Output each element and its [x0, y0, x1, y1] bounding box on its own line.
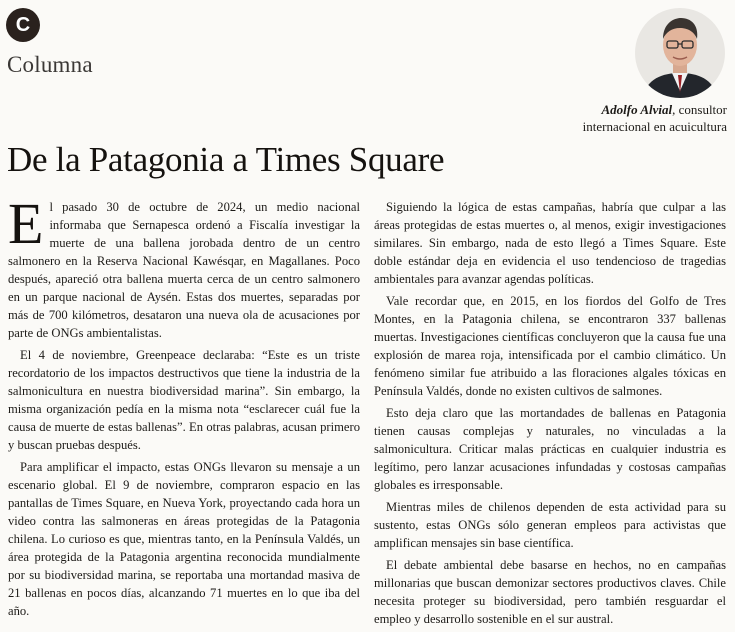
article-title: De la Patagonia a Times Square [7, 140, 445, 179]
article-column-left [8, 191, 360, 624]
author-role-2: internacional en acuicultura [582, 119, 727, 134]
paragraph: Mientras miles de chilenos dependen de esta actividad para su sustento, estas ONGs sólo generan empleos para activistas que amplifican mensajes sin base científica. [374, 500, 726, 550]
drop-cap: E [8, 191, 44, 256]
paragraph: El debate ambiental debe basarse en hechos, no en campañas millonarias que buscan demonizar sectores productivos claves. Chile necesita proteger su biodiversidad, pero también resguardar el empleo y desarrollo sostenible en el sur austral. [374, 558, 726, 626]
paragraph: El 4 de noviembre, Greenpeace declaraba: “Este es un triste recordatorio de los impactos destructivos que tiene la industria de la salmonicultura en nuestra biodiversidad marina”. Sin embargo, la misma organización pedía en la misma nota “esclarecer cuál fue la causa de muerte de estas ballenas”. En otras palabras, acusan primero y buscan pruebas después. [8, 348, 360, 452]
author-byline [467, 101, 727, 135]
paragraph: El pasado 30 de octubre de 2024, un medio nacional informaba que Sernapesca ordenó a Fiscalía investigar la muerte de una ballena jorobada dentro de un centro salmonero en la Reserva Nacional Kawésqar, en Magallanes. Poco después, apareció otra ballena muerta cerca de un centro salmonero en un parque nacional de Aysén. Estas dos muertes, separadas por más de 700 kilómetros, desataron una nueva ola de acusaciones por parte de ONGs ambientalistas. [8, 191, 360, 340]
article-column-right [374, 198, 726, 632]
paragraph: Vale recordar que, en 2015, en los fiordos del Golfo de Tres Montes, en la Patagonia chilena, se encontraron 337 ballenas muertas. Investigaciones científicas concluyeron que la causa fue una explosión de marea roja, intensificada por el cambio climático. Un fenómeno similar fue atribuido a las floraciones algales tóxicas en Península Valdés, donde no existen cultivos de salmones. [374, 294, 726, 398]
author-portrait [634, 7, 726, 99]
author-role: , consultor [672, 102, 727, 117]
author-name: Adolfo Alvial [601, 102, 673, 117]
paragraph: Esto deja claro que las mortandades de ballenas en Patagonia tienen causas complejas y naturales, no vinculadas a la salmonicultura. Criticar malas prácticas en cualquier industria es legítimo, pero lanzar acusaciones infundadas y costosas campañas globales es irresponsable. [374, 406, 726, 492]
section-badge: C [6, 8, 40, 42]
paragraph: Para amplificar el impacto, estas ONGs llevaron su mensaje a un escenario global. El 9 de noviembre, compraron espacio en las pantallas de Times Square, en Nueva York, proyectando cada hora un video contra las salmoneras en áreas protegidas de la Patagonia chilena. Lo curioso es que, mientras tanto, en la Península Valdés, un área protegida de la Patagonia argentina reconocida mundialmente por su biodiversidad marina, se reportaba una mortandad masiva de 21 ballenas en pocos días, alcanzando 71 muertes en lo que iba del año. [8, 460, 360, 618]
section-label: Columna [7, 52, 93, 77]
paragraph: Siguiendo la lógica de estas campañas, habría que culpar a las áreas protegidas de estas muertes o, al menos, exigir investigaciones similares. Sin embargo, nada de esto llegó a Times Square. Este doble estándar deja en evidencia el uso tendencioso de tragedias ambientales para avanzar agendas políticas. [374, 200, 726, 286]
